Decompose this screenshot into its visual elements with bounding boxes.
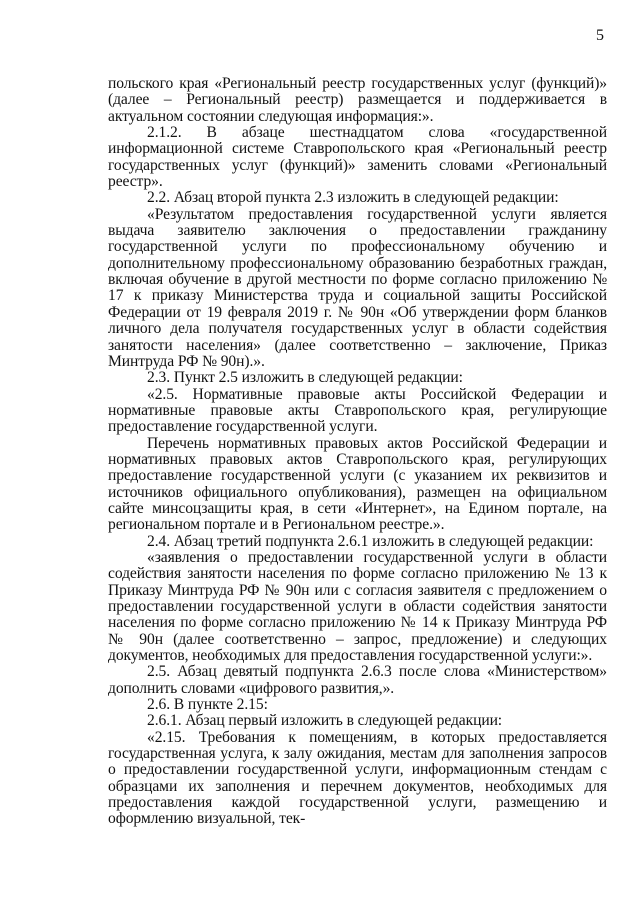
paragraph: 2.4. Абзац третий подпункта 2.6.1 изложить в следующей редакции: — [147, 532, 594, 550]
paragraph: польского края «Региональный реестр государственных услуг (функций)» (далее – Региональный реестр) размещается и поддерживается в актуальном состоянии следующая информация:». — [108, 75, 607, 125]
document-body — [108, 76, 607, 828]
paragraph: 2.6. В пункте 2.15: — [147, 696, 268, 714]
paragraph: 2.5. Абзац девятый подпункта 2.6.3 после слова «Министерством» дополнить словами «цифрового развития,». — [108, 663, 607, 697]
paragraph: 2.2. Абзац второй пункта 2.3 изложить в следующей редакции: — [147, 189, 559, 207]
paragraph: «Результатом предоставления государственной услуги является выдача заявителю заключения о предоставлении гражданину государственной услуги по профессиональному обучению и дополнительному профессиональному образованию безработных граждан, включая обучение в другой местности по форме согласно приложению № 17 к приказу Министерства труда и социальной защиты Российской Федерации от 19 февраля 2019 г. № 90н «Об утверждении форм бланков личного дела получателя государственных услуг в области содействия занятости населения» (далее соответственно – заключение, Приказ Минтруда РФ № 90н).». — [108, 205, 607, 370]
paragraph: 2.6.1. Абзац первый изложить в следующей редакции: — [147, 712, 503, 730]
paragraph: Перечень нормативных правовых актов Российской Федерации и нормативных правовых актов Ставропольского края, регулирующих предоставление государственной услуги (с указанием их реквизитов и источников официального опубликования), размещен на официальном сайте минсоцзащиты края, в сети «Интернет», на Едином портале, на региональном портале и в Региональном реестре.». — [108, 434, 607, 534]
paragraph: «заявления о предоставлении государственной услуги в области содействия занятости населения по форме согласно приложению № 13 к Приказу Минтруда РФ № 90н или с согласия заявителя с предложением о предоставлении государственной услуги в области содействия занятости населения по форме согласно приложению № 14 к Приказу Минтруда РФ № 90н (далее соответственно – запрос, предложение) и следующих документов, необходимых для предоставления государственной услуги:». — [108, 548, 607, 665]
paragraph: 2.1.2. В абзаце шестнадцатом слова «государственной информационной системе Ставропольского края «Региональный реестр государственных услуг (функций)» заменить словами «Региональный реестр». — [108, 124, 607, 191]
page-number: 5 — [596, 27, 604, 44]
paragraph: 2.3. Пункт 2.5 изложить в следующей редакции: — [147, 369, 463, 387]
paragraph: «2.15. Требования к помещениям, в которых предоставляется государственная услуга, к залу ожидания, местам для заполнения запросов о предоставлении государственной услуги, информационным стендам с образцами их заполнения и перечнем документов, необходимых для предоставления каждой государственной услуги, размещению и оформлению визуальной, тек- — [108, 728, 607, 828]
paragraph: «2.5. Нормативные правовые акты Российской Федерации и нормативные правовые акты Ставропольского края, регулирующие предоставление государственной услуги. — [108, 385, 607, 436]
